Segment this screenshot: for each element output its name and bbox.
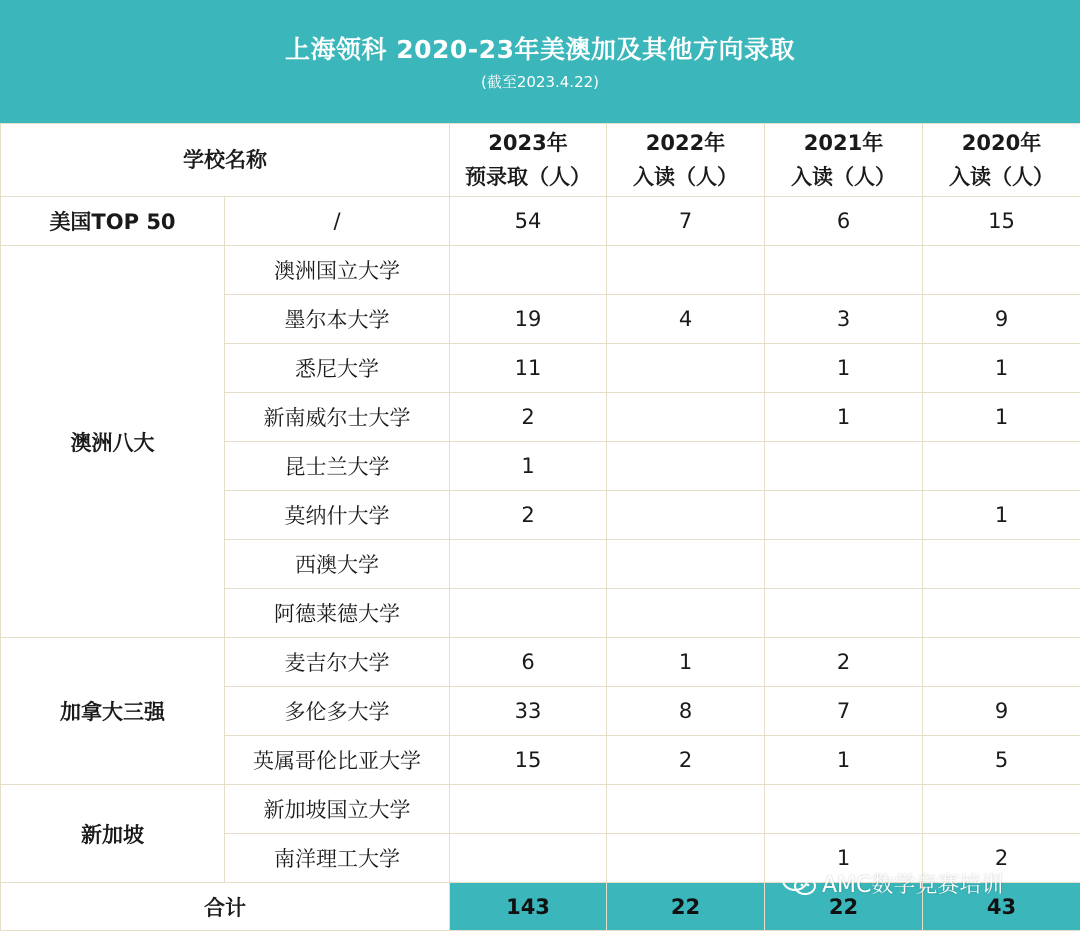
count-cell xyxy=(923,246,1080,295)
group-name-cell: 澳洲八大 xyxy=(1,246,225,638)
count-cell: 9 xyxy=(923,687,1080,736)
column-header-2020: 2020年 入读（人） xyxy=(923,124,1080,197)
count-cell xyxy=(607,393,765,442)
count-cell: 1 xyxy=(450,442,607,491)
total-count-cell: 22 xyxy=(607,883,765,931)
count-cell: 1 xyxy=(765,344,923,393)
column-header-2023: 2023年 预录取（人） xyxy=(450,124,607,197)
count-cell: 15 xyxy=(450,736,607,785)
count-cell xyxy=(450,589,607,638)
count-cell: 7 xyxy=(607,197,765,246)
count-cell: 54 xyxy=(450,197,607,246)
count-cell xyxy=(765,540,923,589)
count-cell xyxy=(607,344,765,393)
total-count-cell: 43 xyxy=(923,883,1080,931)
school-name-cell: 英属哥伦比亚大学 xyxy=(225,736,450,785)
school-name-cell: 新加坡国立大学 xyxy=(225,785,450,834)
table-row xyxy=(1,246,1080,295)
count-cell: 1 xyxy=(765,834,923,883)
count-cell: 15 xyxy=(923,197,1080,246)
group-name-cell: 加拿大三强 xyxy=(1,638,225,785)
count-cell: 2 xyxy=(450,491,607,540)
school-name-cell: 悉尼大学 xyxy=(225,344,450,393)
count-cell xyxy=(923,442,1080,491)
total-label: 合计 xyxy=(1,883,450,931)
page-subtitle: (截至2023.4.22) xyxy=(480,73,600,91)
count-cell: 2 xyxy=(923,834,1080,883)
count-cell xyxy=(765,491,923,540)
school-name-cell: 南洋理工大学 xyxy=(225,834,450,883)
count-cell: 33 xyxy=(450,687,607,736)
school-name-cell: 墨尔本大学 xyxy=(225,295,450,344)
total-count-cell: 143 xyxy=(450,883,607,931)
column-header-school: 学校名称 xyxy=(1,124,450,197)
count-cell: 6 xyxy=(450,638,607,687)
admissions-table xyxy=(0,123,1080,931)
count-cell xyxy=(607,589,765,638)
count-cell: 8 xyxy=(607,687,765,736)
watermark-text: AMC数学竞赛培训 xyxy=(822,872,1004,898)
column-header-row xyxy=(1,124,1080,197)
group-name-cell: 新加坡 xyxy=(1,785,225,883)
wechat-watermark xyxy=(782,868,1003,898)
count-cell xyxy=(607,834,765,883)
school-name-cell: 莫纳什大学 xyxy=(225,491,450,540)
count-cell xyxy=(450,785,607,834)
count-cell xyxy=(923,638,1080,687)
count-cell: 1 xyxy=(765,393,923,442)
count-cell: 1 xyxy=(923,344,1080,393)
table-row xyxy=(1,638,1080,687)
count-cell: 1 xyxy=(607,638,765,687)
count-cell xyxy=(450,834,607,883)
table-row xyxy=(1,197,1080,246)
count-cell: 5 xyxy=(923,736,1080,785)
school-name-cell: / xyxy=(225,197,450,246)
count-cell: 2 xyxy=(765,638,923,687)
count-cell xyxy=(607,246,765,295)
count-cell: 9 xyxy=(923,295,1080,344)
school-name-cell: 新南威尔士大学 xyxy=(225,393,450,442)
count-cell xyxy=(450,246,607,295)
count-cell xyxy=(923,589,1080,638)
count-cell: 2 xyxy=(450,393,607,442)
count-cell: 1 xyxy=(765,736,923,785)
page-title: 上海领科 2020-23年美澳加及其他方向录取 xyxy=(285,35,795,64)
total-count-cell: 22 xyxy=(765,883,923,931)
count-cell xyxy=(765,442,923,491)
count-cell: 7 xyxy=(765,687,923,736)
count-cell xyxy=(923,785,1080,834)
count-cell xyxy=(450,540,607,589)
count-cell: 11 xyxy=(450,344,607,393)
count-cell xyxy=(765,589,923,638)
count-cell: 1 xyxy=(923,393,1080,442)
count-cell xyxy=(607,540,765,589)
school-name-cell: 阿德莱德大学 xyxy=(225,589,450,638)
count-cell: 3 xyxy=(765,295,923,344)
school-name-cell: 西澳大学 xyxy=(225,540,450,589)
school-name-cell: 昆士兰大学 xyxy=(225,442,450,491)
school-name-cell: 澳洲国立大学 xyxy=(225,246,450,295)
group-name-cell: 美国TOP 50 xyxy=(1,197,225,246)
column-header-2021: 2021年 入读（人） xyxy=(765,124,923,197)
school-name-cell: 麦吉尔大学 xyxy=(225,638,450,687)
school-name-cell: 多伦多大学 xyxy=(225,687,450,736)
column-header-2022: 2022年 入读（人） xyxy=(607,124,765,197)
table-header-banner xyxy=(0,0,1080,123)
count-cell: 2 xyxy=(607,736,765,785)
count-cell xyxy=(607,785,765,834)
count-cell xyxy=(607,442,765,491)
count-cell xyxy=(765,246,923,295)
count-cell: 6 xyxy=(765,197,923,246)
count-cell xyxy=(607,491,765,540)
count-cell xyxy=(765,785,923,834)
wechat-icon xyxy=(782,869,816,897)
count-cell: 4 xyxy=(607,295,765,344)
count-cell: 19 xyxy=(450,295,607,344)
count-cell xyxy=(923,540,1080,589)
count-cell: 1 xyxy=(923,491,1080,540)
table-row xyxy=(1,785,1080,834)
